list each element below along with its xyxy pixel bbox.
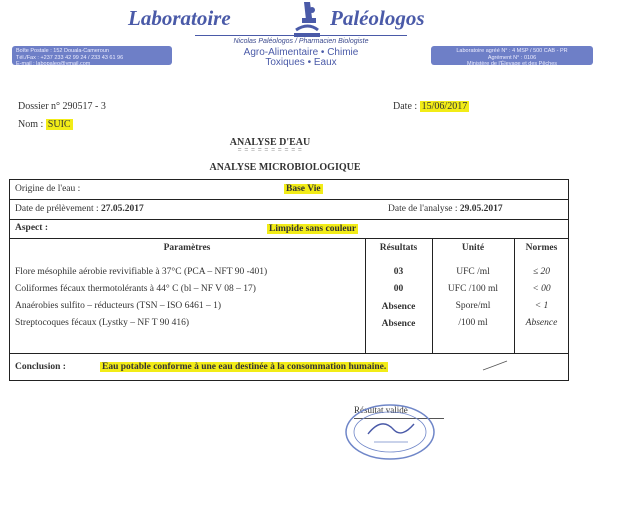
conclusion-value: Eau potable conforme à une eau destinée à la consommation humaine. [102,362,387,372]
aspect-value: Limpide sans couleur [269,224,357,234]
lab-stamp-icon [344,402,436,462]
contact-line: Boîte Postale : 152 Douala-Cameroun [16,48,109,54]
result-cell: 00 [393,284,404,294]
date-value: 15/06/2017 [421,101,468,112]
unit-cell: Spore/ml [455,301,491,311]
contact-line: E-mail : labopaleo@ymail.com [16,61,91,67]
analyse-value: 29.05.2017 [459,204,503,214]
lab-name-part1: Laboratoire [128,6,231,30]
param-cell: Coliformes fécaux thermotolérants à 44° C (bl – NF V 08 – 17) [15,284,256,294]
norm-cell: < 1 [534,301,549,311]
col-divider [432,238,433,353]
check-mark [482,360,508,372]
lab-name-2 [330,6,425,31]
analysis-subtitle: ANALYSE MICROBIOLOGIQUE [209,162,361,173]
row-divider [9,353,569,354]
origine-label: Origine de l'eau : [15,184,81,194]
row-divider [9,238,569,239]
accreditation-line: Agrément N° : 0106 [487,54,537,61]
date-label: Date : [393,101,418,112]
header-unite: Unité [461,243,485,253]
prelevement-value: 27.05.2017 [101,204,144,214]
param-cell: Anaérobies sulfito – réducteurs (TSN – ISO 6461 – 1) [15,301,222,311]
analysis-title: ANALYSE D'EAU [229,137,311,148]
analyse-date [388,204,503,214]
norm-cell: ≤ 20 [532,267,551,277]
row-divider [9,219,569,220]
microscope-logo [284,0,330,40]
title-underline: = = = = = = = = = = [237,146,303,154]
header-normes: Normes [525,243,558,253]
result-cell: 03 [393,267,404,277]
lab-name [128,6,231,31]
lab-subtitle: Nicolas Paléologos / Pharmacien Biologiste [233,38,369,45]
accreditation-box [431,46,593,65]
signature-label: Résultat validé [354,405,408,415]
contact-line: Tél./Fax : +237 233 42 99 24 / 233 43 61 96 [16,54,124,61]
prelevement-date [15,204,144,214]
unit-cell: UFC /ml [456,267,490,277]
prelevement-label: Date de prélèvement : [15,204,99,214]
header-parametres: Paramètres [163,243,211,253]
col-divider [365,238,366,353]
unit-cell: /100 ml [458,318,488,328]
lab-name-part2: Paléologos [330,6,425,30]
header-resultats: Résultats [379,243,418,253]
result-cell: Absence [381,302,416,312]
analyse-label: Date de l'analyse : [388,204,458,214]
nom-label: Nom : [18,119,44,130]
param-cell: Streptocoques fécaux (Lystky – NF T 90 416) [15,318,190,328]
result-cell: Absence [381,319,416,329]
unit-cell: UFC /100 ml [447,284,499,294]
aspect-label: Aspect : [15,223,48,233]
row-divider [9,199,569,200]
col-divider [514,238,515,353]
contact-box [12,46,172,65]
norm-cell: < 00 [532,284,551,294]
services-line-1: Agro-Alimentaire • Chimie [243,47,359,58]
param-cell: Flore mésophile aérobie revivifiable à 37°C (PCA – NFT 90 -401) [15,267,268,277]
report-date [393,101,469,112]
services-line-2: Toxiques • Eaux [265,57,337,68]
nom-value: SUIC [47,119,71,130]
origine-value: Base Vie [286,184,321,194]
accreditation-line: Laboratoire agréé N° : 4 MSP / 500 CAB - PR [456,48,568,54]
accreditation-line: Ministère de l'Élevage et des Pêches [466,61,558,67]
client-name [18,119,73,130]
header-rule-top [195,35,407,36]
conclusion-label: Conclusion : [15,362,66,372]
dossier-number: Dossier n° 290517 - 3 [18,101,106,112]
norm-cell: Absence [525,318,558,328]
